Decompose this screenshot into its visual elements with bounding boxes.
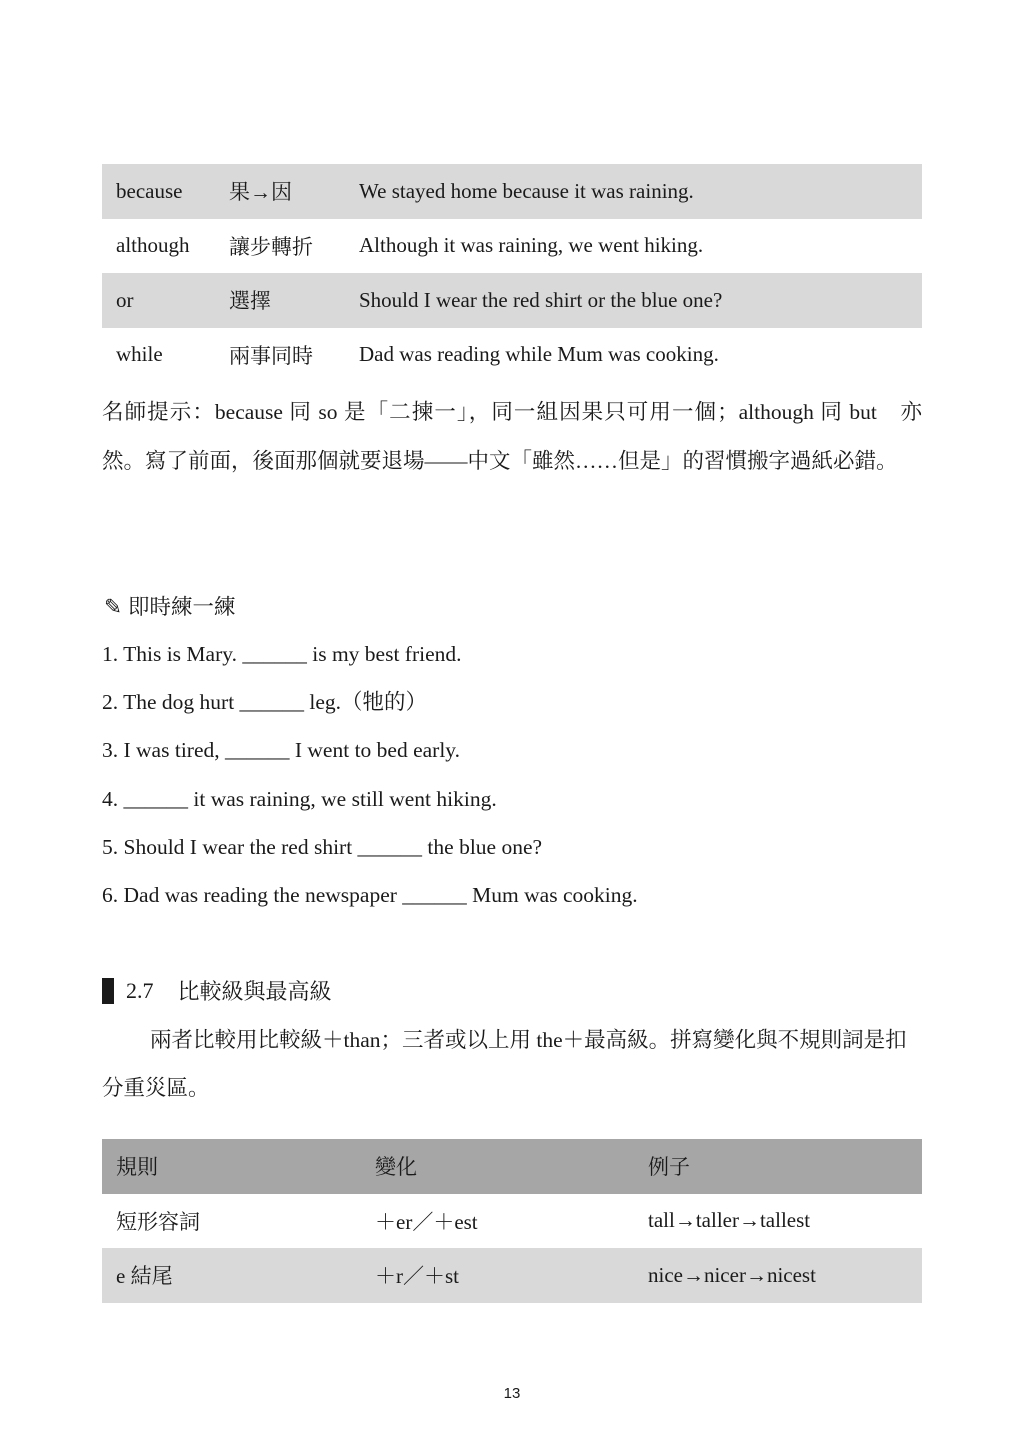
- practice-heading: [104, 590, 236, 621]
- table-row: [102, 219, 922, 274]
- table-header-row: [102, 1139, 922, 1194]
- question-item: 1. This is Mary. ______ is my best friend.: [102, 642, 462, 666]
- conjunction-meaning: 兩事同時: [229, 343, 313, 368]
- table-cell: ＋r／＋st: [375, 1264, 459, 1289]
- conjunction-example: Although it was raining, we went hiking.: [359, 233, 704, 258]
- question-item: 4. ______ it was raining, we still went hiking.: [102, 786, 497, 811]
- conjunction-meaning: 讓步轉折: [229, 234, 313, 259]
- table-cell: tall→taller→tallest: [648, 1208, 811, 1233]
- table-cell: 短形容詞: [116, 1209, 200, 1234]
- conjunction-word: because: [116, 178, 183, 203]
- conjunction-word: or: [116, 287, 134, 312]
- conjunction-example: Dad was reading while Mum was cooking.: [359, 342, 719, 367]
- conjunction-word: although: [116, 233, 190, 258]
- pencil-icon: ✎: [104, 595, 123, 619]
- teacher-tip: 名師提示：because 同 so 是「二揀一」，同一組因果只可用一個；although 同 but 亦然。寫了前面，後面那個就要退場——中文「雖然……但是」的習慣搬字過紙必錯。: [102, 400, 922, 473]
- question-item: 3. I was tired, ______ I went to bed early.: [102, 738, 461, 763]
- table-cell: nice→nicer→nicest: [648, 1262, 816, 1287]
- table-row: [102, 164, 922, 219]
- table-row: [102, 1248, 922, 1303]
- table-cell: e 結尾: [116, 1264, 173, 1289]
- section-heading: [102, 975, 332, 1006]
- practice-questions: [102, 634, 638, 923]
- conjunction-example: We stayed home because it was raining.: [359, 178, 694, 203]
- table-row: [102, 273, 922, 328]
- section-title: 比較級與最高級: [177, 979, 332, 1004]
- table-row: [102, 1194, 922, 1249]
- section-number: 2.7: [126, 977, 154, 1003]
- conjunction-example: Should I wear the red shirt or the blue one?: [359, 287, 723, 312]
- conjunction-table: [102, 164, 922, 382]
- page-number: 13: [503, 1385, 521, 1402]
- column-header: 例子: [648, 1155, 690, 1180]
- question-item: 6. Dad was reading the newspaper ______ Mum was cooking.: [102, 882, 638, 907]
- table-cell: ＋er／＋est: [375, 1209, 478, 1234]
- question-item: 5. Should I wear the red shirt ______ the blue one?: [102, 834, 543, 859]
- comparison-table: [102, 1139, 922, 1303]
- question-item: 2. The dog hurt ______ leg.（牠的）: [102, 690, 428, 715]
- column-header: 規則: [116, 1155, 158, 1180]
- conjunction-meaning: 果→因: [229, 180, 292, 205]
- conjunction-word: while: [116, 342, 163, 367]
- column-header: 變化: [375, 1155, 417, 1180]
- conjunction-meaning: 選擇: [229, 289, 271, 314]
- section-marker-icon: [102, 978, 114, 1004]
- section-intro: 兩者比較用比較級＋than；三者或以上用 the＋最高級。拼寫變化與不規則詞是扣分重災區。: [102, 1028, 907, 1100]
- table-row: [102, 328, 922, 383]
- practice-title: 即時練一練: [128, 595, 236, 619]
